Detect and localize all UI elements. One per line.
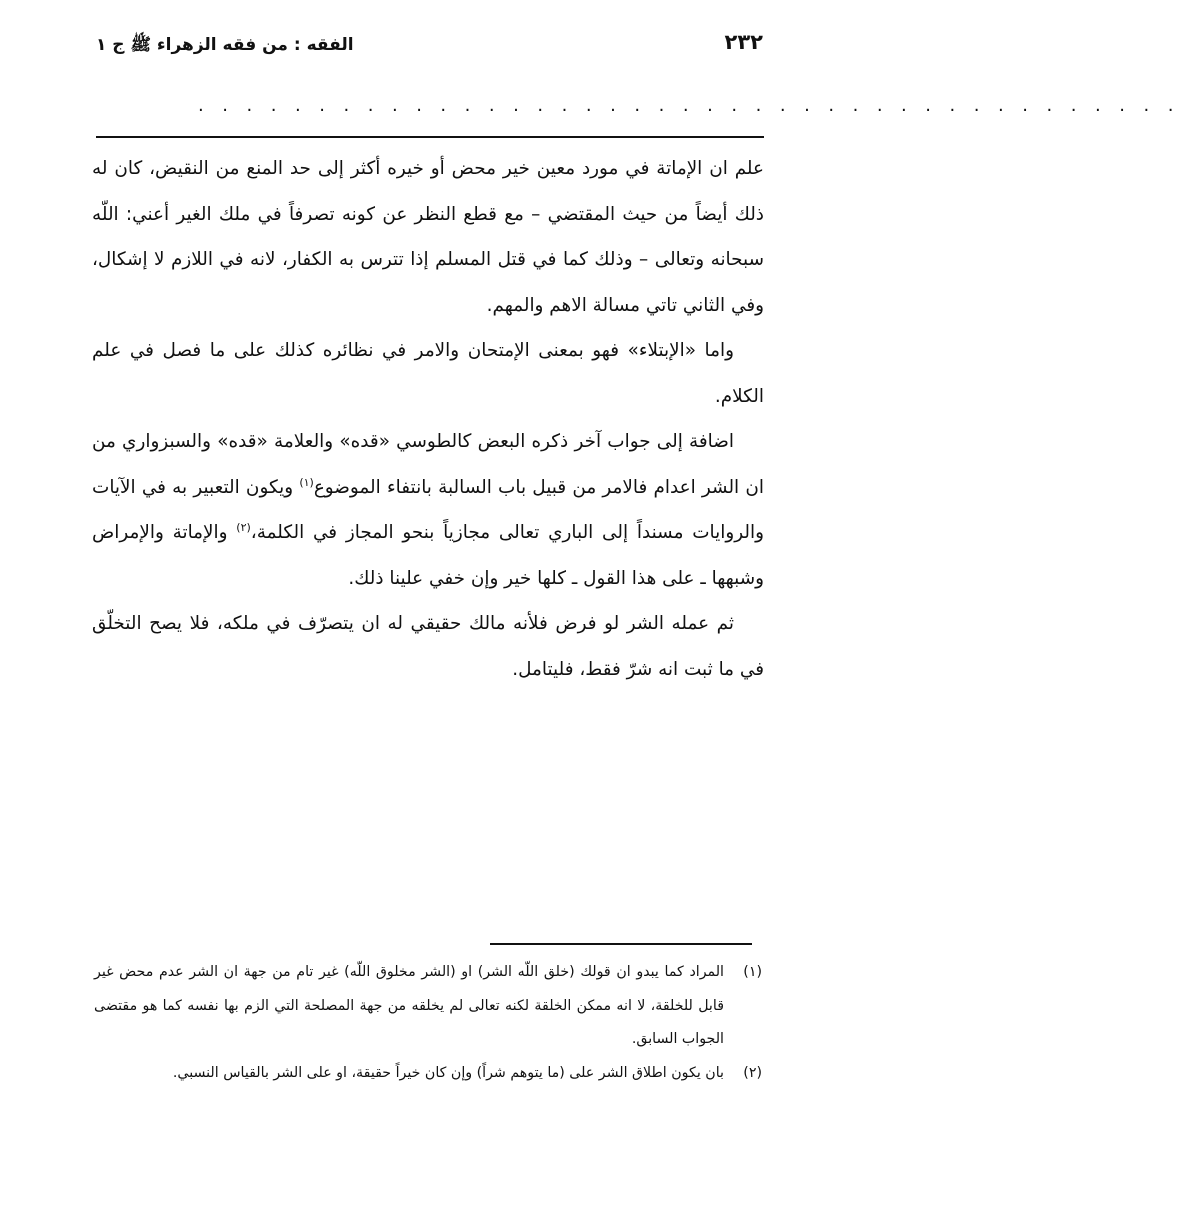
paragraph-2: واما «الإبتلاء» فهو بمعنى الإمتحان والامر في نظائره كذلك على ما فصل في علم الكلام. — [92, 340, 764, 407]
footnote-1 — [94, 956, 762, 1057]
paragraph-4: ثم عمله الشر لو فرض فلأنه مالك حقيقي له ان يتصرّف في ملكه، فلا يصح التخلّق في ما ثبت انه شرّ فقط، فليتامل. — [92, 613, 764, 680]
footnote-rule — [490, 943, 752, 945]
footnote-number: (١) — [743, 964, 762, 980]
dotted-separator: . . . . . . . . . . . . . . . . . . . . . . . . . . . . . . . . . . . . . . . . . — [198, 95, 1180, 116]
page-number: ٢٣٢ — [724, 30, 763, 54]
paragraph-3-part-a: اضافة إلى جواب آخر ذكره البعض كالطوسي «قده» والعلامة «قده» والسبزواري من ان الشر اعدام فالامر من قبيل باب السالبة بانتفاء الموضوع — [92, 431, 764, 498]
footnotes — [94, 956, 762, 1090]
paragraph-3-part-c: والإماتة والإمراض وشبهها ـ على هذا القول ـ كلها خير وإن خفي علينا ذلك. — [92, 522, 764, 589]
paragraph-3 — [92, 419, 764, 601]
paragraph-3-part-b: ويكون التعبير به في الآيات والروايات مسنداً إلى الباري تعالى مجازياً بنحو المجاز في الكلمة، — [92, 476, 764, 543]
page-header — [96, 30, 763, 62]
top-rule — [96, 136, 764, 138]
main-text — [92, 146, 764, 692]
footnote-ref-2: (٢) — [236, 520, 251, 534]
running-title: الفقه : من فقه الزهراء ﷺ ج ١ — [96, 35, 354, 55]
footnote-number: (٢) — [743, 1064, 762, 1081]
footnote-2 — [94, 1057, 762, 1091]
paragraph-1: علم ان الإماتة في مورد معين خير محض أو خيره أكثر إلى حد المنع من النقيض، كان له ذلك أيضاً من حيث المقتضي – مع قطع النظر عن كونه تصرفاً في ملك الغير أعني: اللّه سبحانه وتعالى – وذلك كما في قتل المسلم إذا تترس به الكفار، لانه في اللازم لا إشكال، وفي الثاني تاتي مسالة الاهم والمهم. — [92, 158, 764, 316]
footnote-ref-1: (١) — [299, 475, 314, 489]
footnote-text: بان يكون اطلاق الشر على (ما يتوهم شراً) وإن كان خيراً حقيقة، او على الشر بالقياس النسبي. — [172, 1064, 724, 1081]
footnote-text: المراد كما يبدو ان قولك (خلق اللّه الشر) او (الشر مخلوق اللّه) غير تام من جهة ان الشر عدم محض غير قابل للخلقة، لا انه ممكن الخلقة لكنه تعالى لم يخلقه من جهة المصلحة التي الزم بها نفسه كما هو مقتضى الجواب السابق. — [94, 964, 724, 1047]
